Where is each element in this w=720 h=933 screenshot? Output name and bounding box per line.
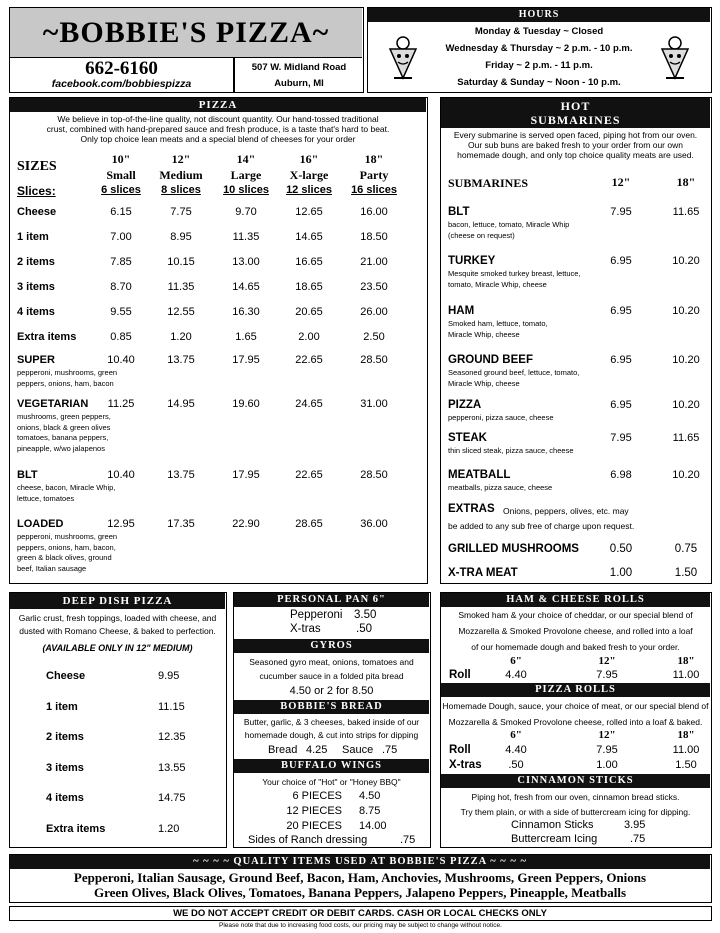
pizza-price: 2.50	[363, 331, 385, 343]
cinnamon-desc: Try them plain, or with a side of buttercream icing for dipping.	[460, 807, 691, 817]
deep-dish-item: 2 items	[46, 731, 84, 743]
pizza-price: 13.00	[232, 256, 260, 268]
payment-notice-box	[9, 906, 712, 921]
deep-dish-intro: Garlic crust, fresh toppings, loaded with cheese, and	[18, 613, 217, 623]
extras-text: be added to any sub free of charge upon request.	[448, 521, 635, 531]
deep-dish-note: (AVAILABLE ONLY IN 12" MEDIUM)	[42, 643, 193, 653]
sub-price-12: 6.95	[610, 305, 632, 317]
pizza-price: 17.95	[232, 469, 260, 481]
sub-desc: bacon, lettuce, tomato, Miracle Whip	[448, 220, 570, 229]
subs-intro: Our sub buns are baked fresh to your order from our own	[468, 140, 683, 150]
pizza-item-desc: mushrooms, green peppers,	[17, 412, 111, 421]
pizza-price: 28.65	[295, 518, 323, 530]
size-slices: 8 slices	[161, 184, 201, 196]
sub-price-12: 6.95	[610, 399, 632, 411]
deep-dish-section	[9, 592, 227, 848]
pizza-price: 6.15	[110, 206, 132, 218]
wings-choice: Your choice of "Hot" or "Honey BBQ"	[262, 777, 401, 787]
sub-price-18: 10.20	[672, 255, 700, 267]
pizza-price: 13.75	[167, 469, 195, 481]
size-inch: 10"	[111, 152, 131, 166]
pizza-price: 2.00	[298, 331, 320, 343]
sub-name: TURKEY	[448, 255, 496, 267]
bread-label: Bread	[268, 744, 298, 756]
title-banner	[10, 8, 362, 58]
sub-name: GROUND BEEF	[448, 354, 533, 366]
pizza-price: 31.00	[360, 398, 388, 410]
pizza-price: 16.00	[360, 206, 388, 218]
pizza-price: 10.15	[167, 256, 195, 268]
gyros-desc: Seasoned gyro meat, onions, tomatoes and	[249, 657, 414, 667]
pizza-price: 21.00	[360, 256, 388, 268]
pizza-rolls-price: 1.50	[675, 759, 697, 771]
pizza-rolls-size: 18"	[677, 729, 695, 741]
pizza-item-desc: beef, Italian sausage	[17, 563, 87, 573]
sub-desc: pepperoni, pizza sauce, cheese	[448, 413, 554, 422]
phone-number: 662-6160	[85, 58, 158, 79]
pizza-rolls-price: 4.40	[505, 744, 527, 756]
cinnamon-sticks-price: 3.95	[624, 819, 646, 831]
pizza-rolls-desc: Mozzarella & Smoked Provolone cheese, rolled into a loaf & baked.	[448, 717, 703, 727]
pizza-price: 7.85	[110, 256, 132, 268]
ham-cheese-size: 6"	[510, 655, 522, 667]
price-change-notice: Please note that due to increasing food costs, our pricing may be subject to change without notice.	[219, 922, 502, 929]
pizza-price: 11.35	[232, 231, 260, 243]
gyros-desc: cucumber sauce in a folded pita bread	[259, 671, 404, 681]
subs-title-bar	[441, 98, 710, 128]
personal-pan-xtras-price: .50	[356, 623, 372, 635]
quality-title: ~ ~ ~ ~ QUALITY ITEMS USED AT BOBBIE'S PIZZA ~ ~ ~ ~	[10, 855, 710, 869]
size-inch: 18"	[364, 152, 384, 166]
size-name: Small	[106, 168, 136, 182]
ham-cheese-size: 12"	[598, 655, 616, 667]
pizza-price: 14.65	[232, 281, 260, 293]
personal-pan-xtras: X-tras	[290, 623, 321, 635]
sub-desc: Miracle Whip, cheese	[448, 378, 520, 388]
deep-dish-item: 4 items	[46, 792, 84, 804]
deep-dish-item: Cheese	[46, 670, 86, 682]
sub-price-12: 7.95	[610, 206, 632, 218]
deep-dish-item: 1 item	[46, 700, 78, 713]
pizza-rolls-price: 1.00	[596, 759, 618, 771]
pizza-item-desc: pineapple, w/wo jalapenos	[17, 443, 105, 453]
ham-cheese-price: 4.40	[505, 669, 527, 681]
sub-price-12: 6.98	[610, 469, 632, 481]
pizza-price: 18.50	[360, 231, 388, 243]
pizza-item-name: SUPER	[17, 354, 55, 366]
rolls-column	[440, 592, 712, 848]
pizza-item-desc: tomatoes, banana peppers,	[17, 433, 109, 442]
pizza-price: 1.65	[235, 331, 257, 343]
buffalo-wings-title: BUFFALO WINGS	[234, 759, 429, 773]
extras-text: Onions, peppers, olives, etc. may	[503, 506, 629, 516]
slices-label: Slices:	[17, 184, 56, 198]
gyros-title: GYROS	[234, 639, 429, 653]
pizza-rolls-xtras-label: X-tras	[449, 759, 482, 771]
pizza-price: 12.95	[107, 518, 135, 530]
sub-name: HAM	[448, 305, 475, 317]
sauce-label: Sauce	[342, 744, 374, 756]
pizza-rolls-price: 7.95	[596, 744, 618, 756]
pizza-price: 14.65	[295, 231, 323, 243]
ham-cheese-roll-label: Roll	[449, 669, 471, 681]
size-name: Medium	[159, 168, 203, 182]
wing-price: 14.00	[359, 820, 387, 832]
pizza-price: 11.35	[167, 281, 195, 293]
xtra-meat-price-18: 1.50	[674, 567, 698, 579]
sub-price-12: 6.95	[610, 354, 632, 366]
wing-label: 20 PIECES	[286, 820, 342, 832]
pizza-price: 1.20	[170, 331, 192, 343]
quality-line: Pepperoni, Italian Sausage, Ground Beef, Bacon, Ham, Anchovies, Mushrooms, Green Peppers, Onions	[73, 870, 647, 885]
sub-desc: (cheese on request)	[448, 230, 515, 240]
pizza-section	[9, 97, 428, 584]
pizza-rolls-title: PIZZA ROLLS	[441, 683, 710, 697]
sub-name: MEATBALL	[448, 469, 511, 481]
pizza-price: 16.65	[295, 256, 323, 268]
pizza-item-desc: green & black olives, ground	[17, 553, 112, 562]
wing-label: 6 PIECES	[292, 790, 342, 802]
size-name: X-large	[289, 168, 329, 182]
deep-dish-price: 13.55	[158, 761, 186, 774]
pizza-item-name: Extra items	[17, 331, 77, 343]
hours-line: Wednesday & Thursday ~ 2 p.m. - 10 p.m.	[445, 43, 633, 54]
deep-dish-item: 3 items	[46, 761, 84, 774]
pizza-price: 24.65	[295, 398, 323, 410]
wing-label: 12 PIECES	[286, 805, 342, 817]
sub-price-12: 6.95	[610, 255, 632, 267]
pizza-price: 0.85	[110, 331, 132, 343]
pizza-price: 9.70	[235, 206, 257, 218]
sub-price-18: 11.65	[672, 432, 700, 444]
pizza-item-name: LOADED	[17, 518, 64, 530]
sauce-price: .75	[382, 744, 398, 756]
pizza-intro: Only top choice lean meats and a special blend of cheeses for your order	[80, 134, 356, 144]
ham-cheese-desc: Smoked ham & your choice of cheddar, or our special blend of	[458, 610, 693, 620]
pizza-item-desc: pepperoni, mushrooms, green	[17, 532, 118, 541]
sub-price-12: 7.95	[610, 432, 632, 444]
pizza-price: 9.55	[110, 306, 132, 318]
deep-dish-title: DEEP DISH PIZZA	[10, 593, 225, 609]
size-name: Party	[359, 168, 389, 182]
pizza-price: 10.40	[107, 469, 135, 481]
sub-desc: tomato, Miracle Whip, cheese	[448, 279, 547, 289]
ranch-price: .75	[400, 834, 416, 846]
sub-desc: Seasoned ground beef, lettuce, tomato,	[448, 368, 580, 377]
ham-cheese-rolls-title: HAM & CHEESE ROLLS	[441, 593, 710, 607]
pizza-price: 12.55	[167, 306, 195, 318]
pizza-price: 16.30	[232, 306, 260, 318]
sub-price-18: 10.20	[672, 469, 700, 481]
subs-title-hot: HOT	[560, 99, 591, 113]
grilled-mushrooms-label: GRILLED MUSHROOMS	[448, 543, 579, 555]
pizza-price: 26.00	[360, 306, 388, 318]
subs-column-label: SUBMARINES	[448, 176, 529, 190]
sub-desc: thin sliced steak, pizza sauce, cheese	[448, 446, 574, 455]
deep-dish-price: 11.15	[158, 700, 185, 713]
wing-price: 4.50	[359, 790, 381, 802]
pizza-intro: crust, combined with hand-prepared sauce and fresh produce, is a taste that's hard to beat.	[46, 124, 390, 134]
restaurant-title: ~BOBBIE'S PIZZA~	[42, 16, 330, 49]
subs-intro: homemade dough, and only top choice quality meats are used.	[457, 150, 694, 160]
pizza-item-desc: peppers, onions, ham, bacon	[17, 378, 114, 388]
pizza-item-name: 4 items	[17, 306, 55, 318]
hours-line: Monday & Tuesday ~ Closed	[474, 26, 604, 37]
quality-line: Green Olives, Black Olives, Tomatoes, Banana Peppers, Jalapeno Peppers, Pineapple, Meatballs	[93, 885, 627, 900]
xtra-meat-price-12: 1.00	[609, 567, 633, 579]
buttercream-price: .75	[630, 833, 646, 845]
bread-desc: homemade dough, & cut into strips for dipping	[244, 730, 419, 740]
grilled-mushrooms-price-12: 0.50	[609, 543, 633, 555]
hours-title: HOURS	[368, 8, 710, 22]
size-slices: 10 slices	[223, 184, 269, 196]
sub-name: PIZZA	[448, 399, 482, 411]
pizza-price: 20.65	[295, 306, 323, 318]
pizza-price: 14.95	[167, 398, 195, 410]
pizza-title: PIZZA	[10, 98, 426, 112]
pizza-price: 22.65	[295, 469, 323, 481]
pizza-price: 28.50	[360, 469, 388, 481]
pizza-rolls-size: 12"	[598, 729, 616, 741]
pizza-item-desc: peppers, onions, ham, bacon,	[17, 542, 116, 552]
deep-dish-price: 14.75	[158, 792, 186, 804]
ham-cheese-desc: Mozzarella & Smoked Provolone cheese, and rolled into a loaf	[458, 626, 693, 636]
pizza-item-desc: cheese, bacon, Miracle Whip,	[17, 483, 116, 492]
pizza-price: 17.95	[232, 354, 260, 366]
contact-divider	[233, 58, 235, 92]
pizza-item-desc: onions, black & green olives	[17, 422, 111, 432]
payment-notice: WE DO NOT ACCEPT CREDIT OR DEBIT CARDS. CASH OR LOCAL CHECKS ONLY	[173, 908, 547, 919]
ham-cheese-desc: of our homemade dough and baked fresh to your order.	[471, 642, 680, 652]
deep-dish-price: 1.20	[158, 822, 180, 835]
cinnamon-sticks-title: CINNAMON STICKS	[441, 774, 710, 788]
pizza-price: 22.90	[232, 518, 260, 530]
pizza-rolls-price: .50	[508, 759, 524, 771]
pizza-price: 17.35	[167, 518, 195, 530]
pizza-price: 7.00	[110, 231, 132, 243]
pizza-price: 23.50	[360, 281, 388, 293]
header-box	[9, 7, 364, 93]
pizza-price: 18.65	[295, 281, 323, 293]
bread-price: 4.25	[306, 744, 328, 756]
sub-price-18: 11.65	[672, 206, 700, 218]
personal-pan-pepperoni: Pepperoni	[290, 609, 343, 621]
pizza-item-name: 2 items	[17, 256, 55, 268]
size-slices: 6 slices	[101, 184, 141, 196]
pizza-item-name: Cheese	[17, 206, 57, 218]
gyros-price: 4.50 or 2 for 8.50	[289, 685, 374, 697]
size-inch: 12"	[171, 152, 191, 166]
address-line-1: 507 W. Midland Road	[251, 62, 347, 73]
pizza-price: 13.75	[167, 354, 195, 366]
pizza-price: 12.65	[295, 206, 323, 218]
personal-pan-pepperoni-price: 3.50	[354, 609, 377, 621]
pizza-price: 8.70	[110, 281, 132, 293]
pizza-price: 11.25	[107, 398, 135, 410]
buttercream-label: Buttercream Icing	[511, 833, 598, 845]
sub-desc: Smoked ham, lettuce, tomato,	[448, 319, 548, 328]
sizes-label: SIZES	[17, 159, 57, 174]
wing-price: 8.75	[359, 805, 381, 817]
size-name: Large	[230, 168, 262, 182]
sub-desc: meatballs, pizza sauce, cheese	[448, 483, 553, 492]
ham-cheese-price: 11.00	[672, 669, 700, 681]
subs-size-18: 18"	[676, 175, 696, 189]
pizza-rolls-size: 6"	[510, 729, 522, 741]
extras-title: EXTRAS	[448, 503, 495, 515]
sub-price-18: 10.20	[672, 305, 700, 317]
address-line-2: Auburn, MI	[274, 78, 324, 89]
sub-desc: Mesquite smoked turkey breast, lettuce,	[448, 269, 581, 278]
pizza-intro: We believe in top-of-the-line quality, not discount quantity. Our hand-tossed traditional	[57, 114, 379, 124]
quality-items-section	[9, 854, 712, 903]
pizza-item-name: VEGETARIAN	[17, 398, 89, 410]
ham-cheese-size: 18"	[677, 655, 695, 667]
pizza-item-name: BLT	[17, 469, 38, 481]
hours-box	[367, 7, 712, 93]
cinnamon-sticks-label: Cinnamon Sticks	[511, 819, 594, 831]
hours-line: Friday ~ 2 p.m. - 11 p.m.	[485, 60, 593, 71]
deep-dish-intro: dusted with Romano Cheese, & baked to perfection.	[19, 626, 216, 636]
subs-intro: Every submarine is served open faced, piping hot from our oven.	[453, 130, 698, 140]
ham-cheese-price: 7.95	[596, 669, 618, 681]
sub-price-18: 10.20	[672, 354, 700, 366]
pizza-price: 28.50	[360, 354, 388, 366]
pizza-rolls-roll-label: Roll	[449, 744, 471, 756]
pizza-price: 7.75	[170, 206, 192, 218]
pizza-rolls-desc: Homemade Dough, sauce, your choice of meat, or our special blend of	[442, 701, 709, 711]
sub-name: STEAK	[448, 432, 487, 444]
size-slices: 16 slices	[351, 184, 397, 196]
pizza-item-name: 1 item	[17, 231, 49, 243]
middle-column	[233, 592, 431, 848]
pizza-price: 8.95	[170, 231, 192, 243]
pizza-price: 19.60	[232, 398, 260, 410]
sub-name: BLT	[448, 206, 470, 218]
pizza-price: 22.65	[295, 354, 323, 366]
ranch-label: Sides of Ranch dressing	[248, 834, 368, 846]
sub-price-18: 10.20	[672, 399, 700, 411]
hours-line: Saturday & Sunday ~ Noon - 10 p.m.	[457, 77, 621, 88]
facebook-link[interactable]: facebook.com/bobbiespizza	[51, 78, 192, 90]
deep-dish-item: Extra items	[46, 822, 106, 835]
pizza-price: 10.40	[107, 354, 135, 366]
pizza-price: 36.00	[360, 518, 388, 530]
grilled-mushrooms-price-18: 0.75	[674, 543, 698, 555]
pizza-item-desc: lettuce, tomatoes	[17, 493, 75, 503]
pizza-rolls-price: 11.00	[672, 744, 700, 756]
subs-size-12: 12"	[611, 175, 631, 189]
sub-desc: Miracle Whip, cheese	[448, 329, 520, 339]
xtra-meat-label: X-TRA MEAT	[448, 567, 518, 579]
personal-pan-title: PERSONAL PAN 6"	[234, 593, 429, 607]
submarines-section	[440, 97, 712, 584]
size-slices: 12 slices	[286, 184, 332, 196]
deep-dish-price: 9.95	[158, 670, 180, 682]
size-inch: 14"	[236, 152, 256, 166]
bobbies-bread-title: BOBBIE'S BREAD	[234, 700, 429, 714]
bread-desc: Butter, garlic, & 3 cheeses, baked inside of our	[243, 717, 420, 727]
subs-title-submarines: SUBMARINES	[530, 113, 621, 127]
size-inch: 16"	[299, 152, 319, 166]
pizza-item-desc: pepperoni, mushrooms, green	[17, 368, 118, 377]
deep-dish-price: 12.35	[158, 731, 186, 743]
cinnamon-desc: Piping hot, fresh from our oven, cinnamon bread sticks.	[471, 792, 680, 802]
pizza-item-name: 3 items	[17, 281, 55, 293]
